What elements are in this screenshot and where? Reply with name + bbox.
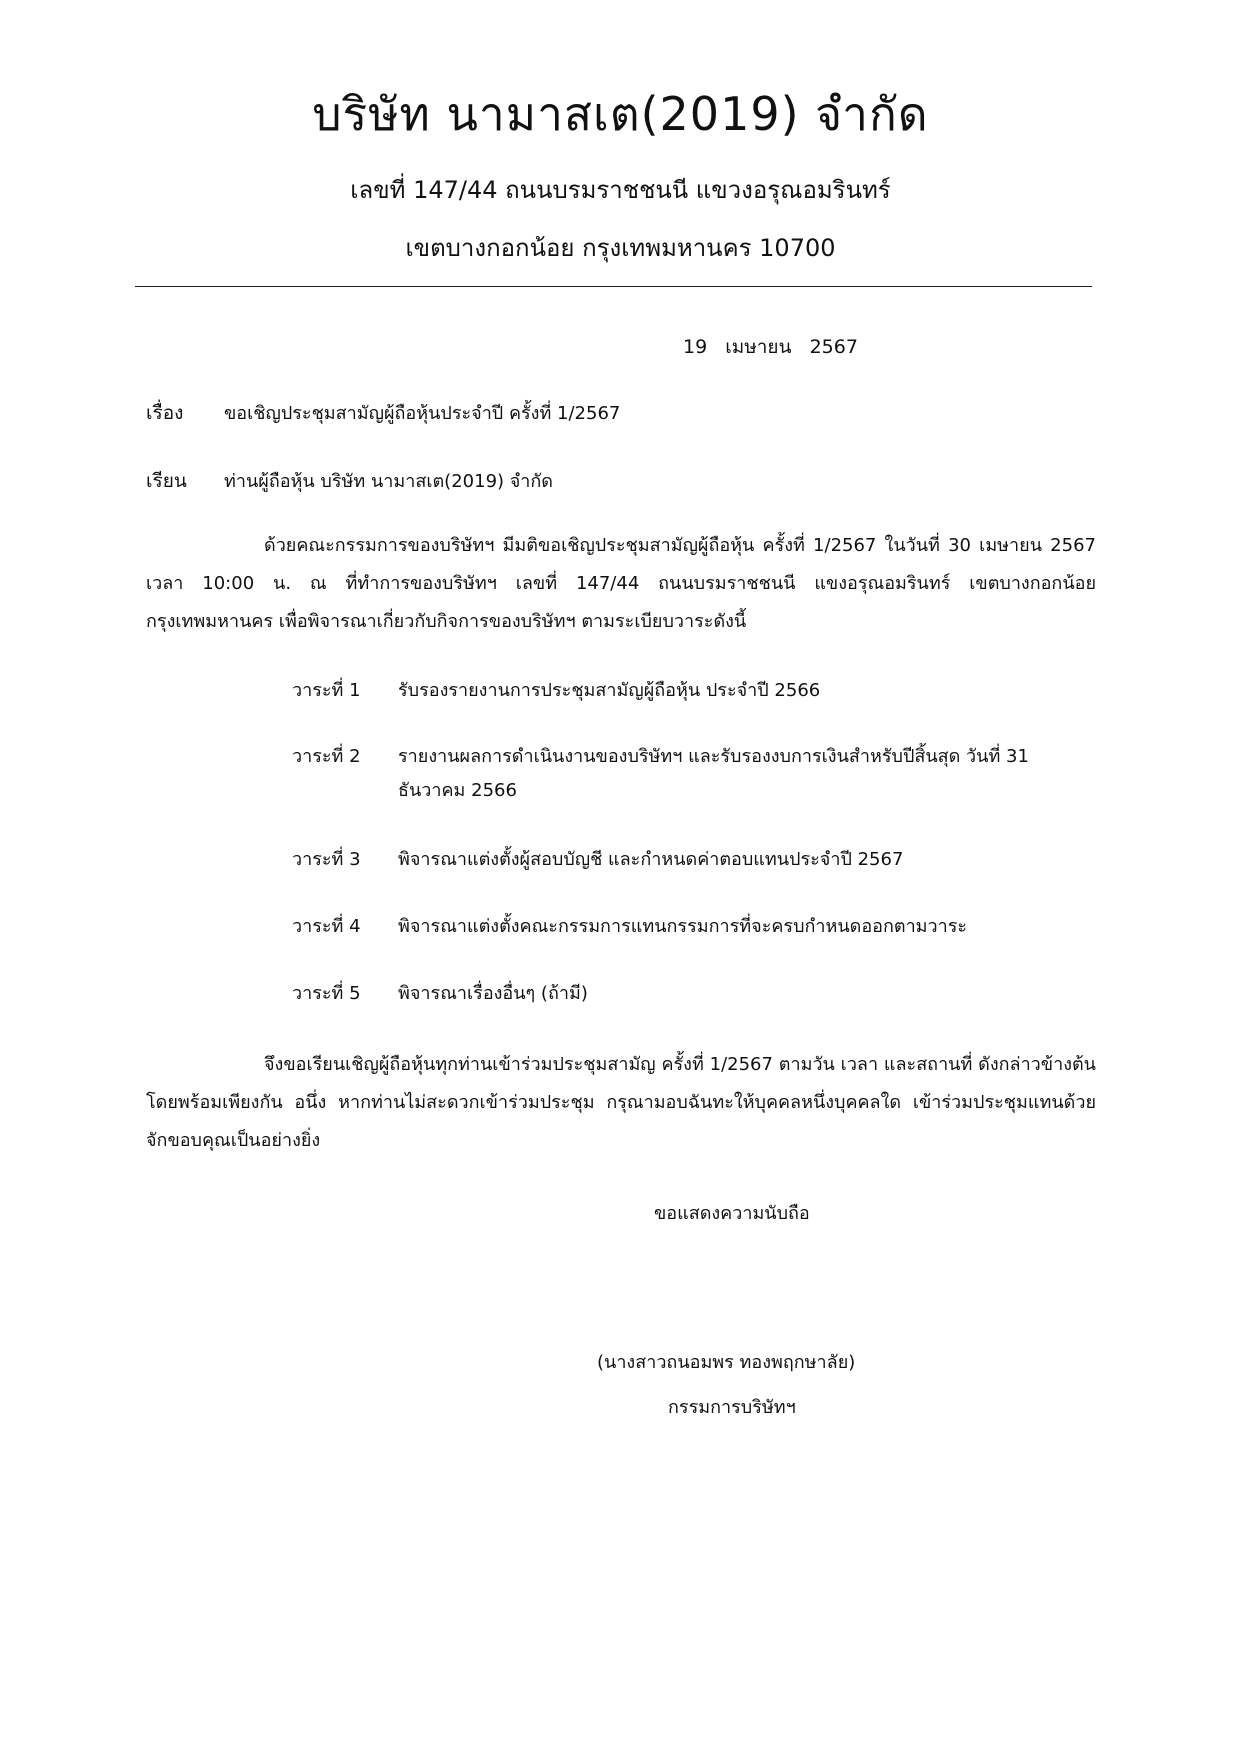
header-divider <box>135 286 1092 287</box>
closing-salutation: ขอแสดงความนับถือ <box>654 1203 810 1224</box>
address-line-2: เขตบางกอกน้อย กรุงเทพมหานคร 10700 <box>405 234 836 262</box>
address-line-1: เลขที่ 147/44 ถนนบรมราชชนนี แขวงอรุณอมรินทร์ <box>350 176 891 204</box>
agenda-label: วาระที่ 4 <box>292 916 361 937</box>
recipient-label: เรียน <box>146 470 187 492</box>
subject-text: ขอเชิญประชุมสามัญผู้ถือหุ้นประจำปี ครั้งที่ 1/2567 <box>224 403 621 424</box>
signer-title: กรรมการบริษัทฯ <box>668 1397 796 1418</box>
body-paragraph-invitation: จึงขอเรียนเชิญผู้ถือหุ้นทุกท่านเข้าร่วมประชุมสามัญ ครั้งที่ 1/2567 ตามวัน เวลา และสถานที่ ดังกล่าวข้างต้น โดยพร้อมเพียงกัน อนึ่ง หากท่านไม่สะดวกเข้าร่วมประชุม กรุณามอบฉันทะให้บุคคลหนึ่งบุคคลใด เข้าร่วมประชุมแทนด้วย จักขอบคุณเป็นอย่างยิ่ง <box>146 1054 1096 1151</box>
subject-label: เรื่อง <box>146 402 184 424</box>
agenda-label: วาระที่ 2 <box>292 746 361 767</box>
body-paragraph-intro: ด้วยคณะกรรมการของบริษัทฯ มีมติขอเชิญประชุมสามัญผู้ถือหุ้น ครั้งที่ 1/2567 ในวันที่ 30 เมษายน 2567 เวลา 10:00 น. ณ ที่ทำการของบริษัทฯ เลขที่ 147/44 ถนนบรมราชชนนี แขงอรุณอมรินทร์ เขตบางกอกน้อย กรุงเทพมหานคร เพื่อพิจารณาเกี่ยวกับกิจการของบริษัทฯ ตามระเบียบวาระดังนี้ <box>146 535 1096 632</box>
agenda-text: พิจารณาแต่งตั้งผู้สอบบัญชี และกำหนดค่าตอบแทนประจำปี 2567 <box>398 849 904 870</box>
agenda-text: พิจารณาแต่งตั้งคณะกรรมการแทนกรรมการที่จะครบกำหนดออกตามวาระ <box>398 916 968 937</box>
agenda-label: วาระที่ 3 <box>292 849 361 870</box>
signer-name: (นางสาวถนอมพร ทองพฤกษาลัย) <box>597 1352 856 1373</box>
letter-date: 19 เมษายน 2567 <box>683 336 858 358</box>
agenda-text: รายงานผลการดำเนินงานของบริษัทฯ และรับรองงบการเงินสำหรับปีสิ้นสุด วันที่ 31 ธันวาคม 2566 <box>398 746 1029 801</box>
recipient-text: ท่านผู้ถือหุ้น บริษัท นามาสเต(2019) จำกัด <box>224 471 554 492</box>
company-name: บริษัท นามาสเต(2019) จำกัด <box>312 87 929 141</box>
agenda-label: วาระที่ 5 <box>292 983 361 1004</box>
agenda-text: พิจารณาเรื่องอื่นๆ (ถ้ามี) <box>398 983 588 1004</box>
agenda-label: วาระที่ 1 <box>292 680 361 701</box>
agenda-text: รับรองรายงานการประชุมสามัญผู้ถือหุ้น ประจำปี 2566 <box>398 680 821 701</box>
